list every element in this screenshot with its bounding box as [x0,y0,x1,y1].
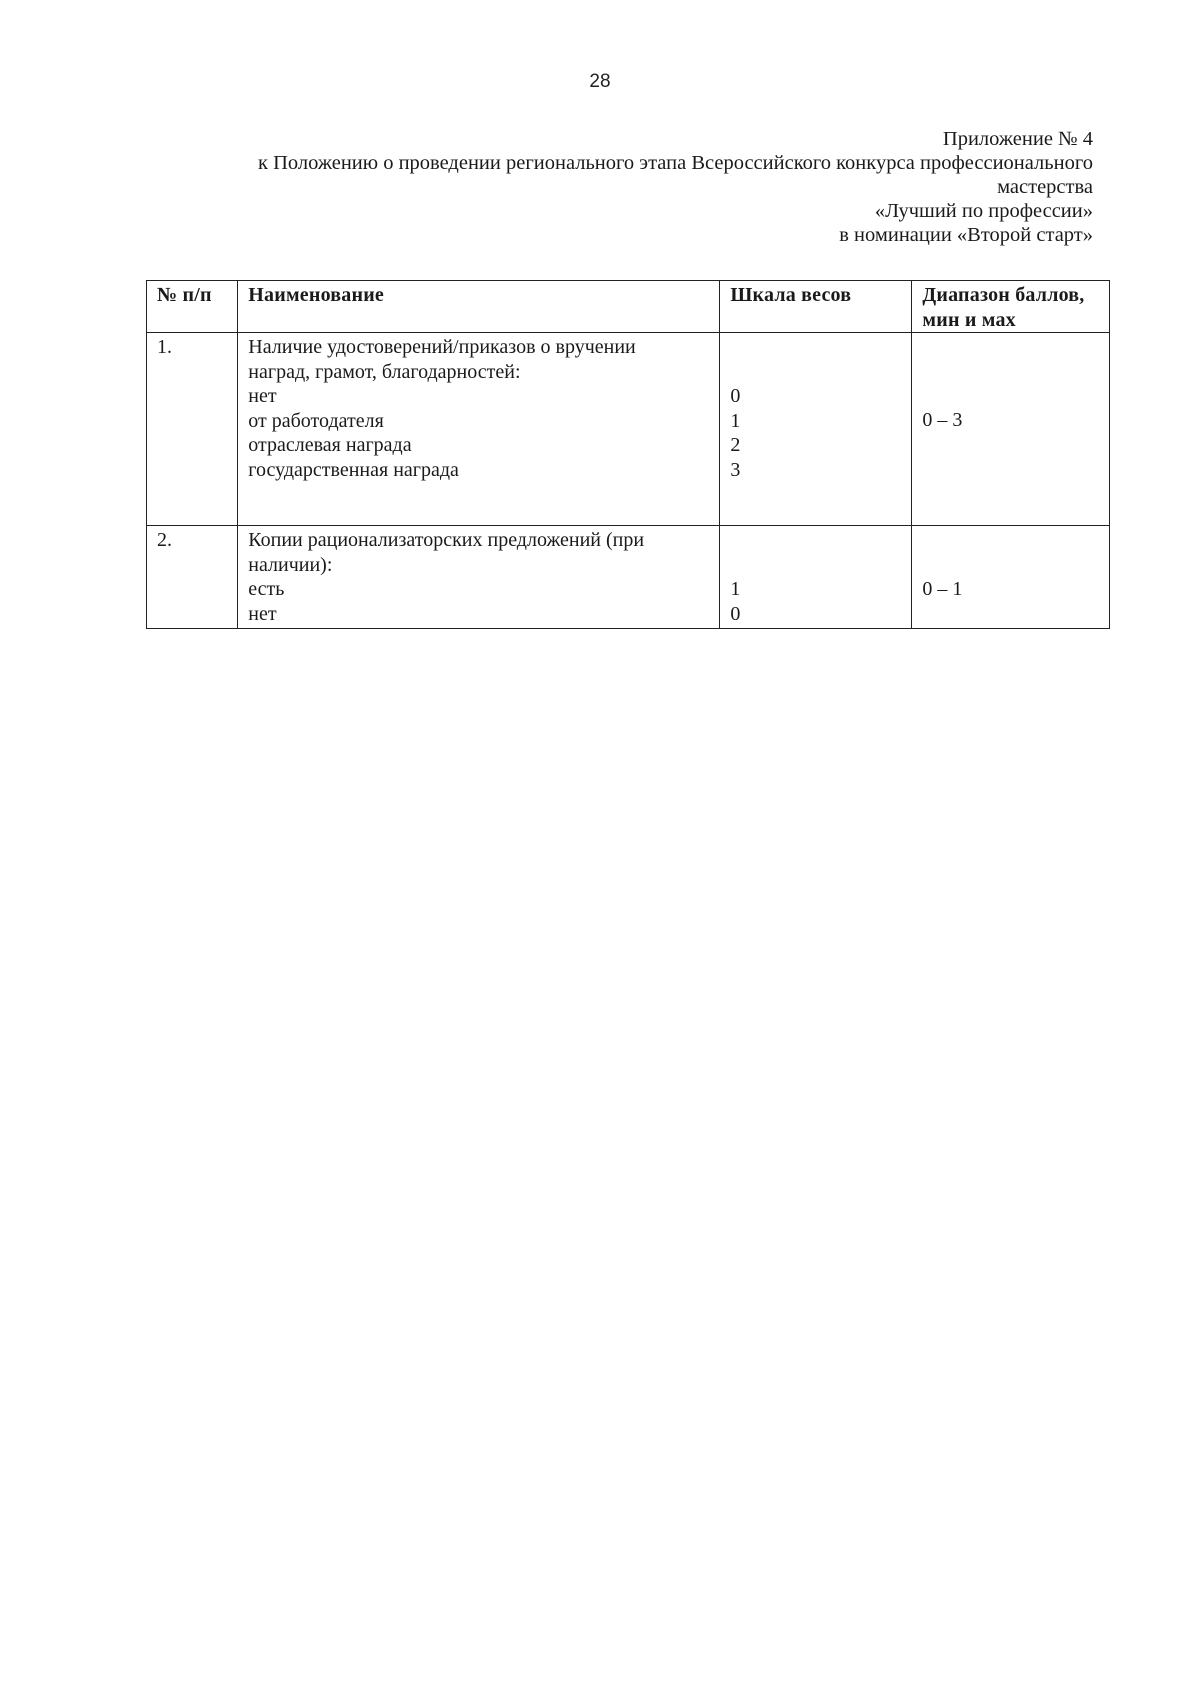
annex-line: в номинации «Второй старт» [839,224,1093,246]
page-number: 28 [589,71,611,92]
table-header-row [147,281,1110,333]
option-label: есть [248,578,285,600]
row-title: Копии рационализаторских предложений (при [248,529,645,551]
row-range-cell [912,526,1110,629]
header-weight: Шкала весов [720,281,912,333]
option-label: государственная награда [248,458,459,481]
row-weights-cell [720,333,912,526]
header-num: № п/п [147,281,238,333]
option-label: отраслевая награда [248,434,412,456]
annex-title: Приложение № 4 [942,128,1093,150]
range-value: 0 – 1 [922,578,963,600]
weight-value: 3 [730,458,741,481]
weight-value: 0 [730,385,741,407]
weight-value: 1 [730,578,741,600]
option-label: нет [248,385,277,407]
weight-value: 2 [730,434,741,456]
row-range-cell [912,333,1110,526]
criteria-table [146,280,1110,629]
row-title: наград, грамот, благодарностей: [248,360,521,383]
table-row [147,333,1110,526]
annex-line: «Лучший по профессии» [874,200,1093,222]
weight-value: 1 [730,409,741,432]
table-row [147,526,1110,629]
row-number: 1. [147,333,238,526]
option-label: нет [248,602,277,625]
header-name: Наименование [238,281,720,333]
row-name-cell [238,526,720,629]
row-number: 2. [147,526,238,629]
row-name-cell [238,333,720,526]
weight-value: 0 [730,602,741,625]
option-label: от работодателя [248,409,384,432]
row-title: Наличие удостоверений/приказов о вручении [248,336,636,358]
annex-line: к Положению о проведении регионального этапа Всероссийского конкурса профессионального [257,152,1093,174]
range-value: 0 – 3 [922,409,963,431]
row-title: наличии): [248,553,333,576]
row-weights-cell [720,526,912,629]
header-range: Диапазон баллов, мин и мах [912,281,1110,333]
annex-header [173,127,1093,247]
annex-line: мастерства [997,176,1093,198]
